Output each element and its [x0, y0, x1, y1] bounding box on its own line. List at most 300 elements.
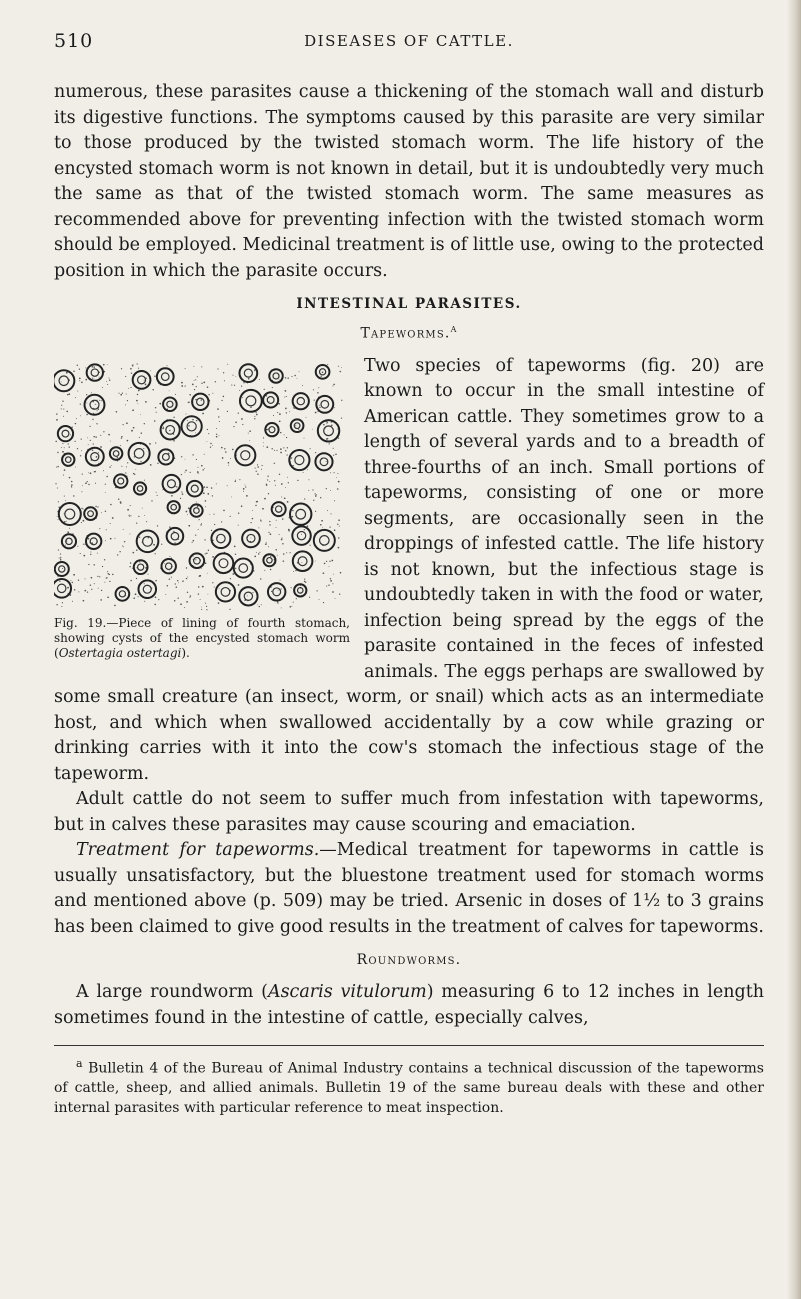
stipple-dot: [173, 416, 174, 417]
stipple-dot: [87, 481, 88, 482]
stipple-dot: [299, 371, 300, 372]
stipple-dot: [90, 551, 91, 552]
stipple-dot: [205, 562, 207, 564]
stipple-dot: [304, 437, 305, 438]
stipple-dot: [56, 466, 57, 467]
stipple-dot: [223, 395, 225, 397]
stipple-dot: [99, 399, 100, 400]
stipple-dot: [315, 560, 316, 561]
stipple-dot: [202, 412, 204, 414]
stipple-dot: [63, 408, 64, 409]
stipple-dot: [61, 605, 62, 606]
stipple-dot: [248, 432, 249, 433]
stipple-dot: [334, 407, 335, 408]
stipple-dot: [277, 412, 278, 413]
cyst-icon: [263, 554, 275, 566]
stipple-dot: [176, 486, 177, 487]
stipple-dot: [205, 506, 206, 507]
stipple-dot: [144, 379, 145, 380]
stipple-dot: [341, 399, 342, 400]
stipple-dot: [257, 466, 259, 468]
stipple-dot: [88, 538, 90, 540]
stipple-dot: [132, 365, 134, 367]
stipple-dot: [147, 573, 148, 574]
stipple-dot: [193, 365, 194, 366]
cyst-icon: [315, 453, 332, 470]
cyst-icon: [161, 559, 175, 573]
stipple-dot: [202, 469, 203, 470]
stipple-dot: [82, 473, 83, 474]
stipple-dot: [279, 420, 281, 422]
stipple-dot: [75, 466, 76, 467]
stipple-dot: [128, 388, 129, 389]
stipple-dot: [224, 448, 225, 449]
stipple-dot: [88, 563, 89, 564]
stipple-dot: [327, 364, 328, 365]
stipple-dot: [101, 589, 102, 590]
stipple-dot: [281, 483, 283, 485]
stipple-dot: [107, 596, 109, 598]
stipple-dot: [189, 394, 191, 396]
stipple-dot: [88, 444, 89, 445]
stipple-dot: [201, 399, 203, 401]
stipple-dot: [197, 472, 198, 473]
stipple-dot: [207, 493, 209, 495]
stipple-dot: [256, 470, 257, 471]
stipple-dot: [256, 413, 258, 415]
stipple-dot: [216, 483, 217, 484]
stipple-dot: [136, 549, 138, 551]
paragraph-treatment: Treatment for tapeworms.—Medical treatment for tapeworms in cattle is usually unsatisfactory, but the bluestone treatment used for stomach worms and mentioned above (p. 509) may be tried. Arsenic in doses of 1½ to 3 grains has been claimed to give good results in the treatment of calves for tapeworms.: [54, 840, 764, 937]
stipple-dot: [129, 566, 130, 567]
stipple-dot: [121, 437, 122, 438]
stipple-dot: [150, 370, 151, 371]
stipple-dot: [73, 574, 75, 576]
stipple-dot: [235, 479, 236, 480]
stipple-dot: [154, 420, 156, 422]
stipple-dot: [143, 448, 144, 449]
treatment-heading: Treatment for tapeworms.: [76, 840, 320, 861]
stipple-dot: [92, 377, 93, 378]
stipple-dot: [175, 394, 176, 395]
cyst-icon: [316, 395, 333, 412]
stipple-dot: [287, 501, 289, 503]
stipple-dot: [156, 491, 157, 492]
cyst-icon: [190, 504, 202, 516]
stipple-dot: [279, 473, 280, 474]
stipple-dot: [77, 448, 78, 449]
stipple-dot: [182, 580, 184, 582]
stipple-dot: [158, 599, 159, 600]
stipple-dot: [337, 488, 339, 490]
cyst-icon: [235, 445, 255, 465]
stipple-dot: [60, 558, 61, 559]
stipple-dot: [116, 411, 118, 413]
stipple-dot: [310, 448, 311, 449]
stipple-dot: [140, 414, 141, 415]
stipple-dot: [136, 399, 138, 401]
stipple-dot: [71, 484, 73, 486]
stipple-dot: [262, 465, 263, 466]
stipple-dot: [330, 580, 332, 582]
cyst-icon: [294, 584, 306, 596]
stipple-dot: [126, 422, 128, 424]
paragraph-tapeworms-intro-start: [54, 354, 764, 788]
stipple-dot: [169, 526, 171, 528]
stipple-dot: [266, 483, 267, 484]
stipple-dot: [208, 433, 209, 434]
stipple-dot: [185, 385, 186, 386]
stipple-dot: [93, 564, 94, 565]
stipple-dot: [145, 401, 147, 403]
stipple-dot: [95, 505, 96, 506]
cyst-icon: [55, 562, 69, 576]
stipple-dot: [291, 457, 293, 459]
stipple-dot: [283, 560, 285, 562]
stipple-dot: [245, 484, 246, 485]
stipple-dot: [186, 413, 187, 414]
stipple-dot: [259, 379, 260, 380]
stipple-dot: [278, 589, 279, 590]
stipple-dot: [198, 529, 199, 530]
stipple-dot: [103, 364, 105, 366]
stipple-dot: [194, 389, 195, 390]
stipple-dot: [186, 578, 187, 579]
stipple-dot: [190, 595, 192, 597]
stipple-dot: [144, 515, 145, 516]
stipple-dot: [90, 439, 91, 440]
stipple-dot: [255, 504, 256, 505]
stipple-dot: [332, 591, 334, 593]
stipple-dot: [64, 469, 66, 471]
stipple-dot: [87, 591, 88, 592]
stipple-dot: [283, 447, 284, 448]
stipple-dot: [201, 608, 202, 609]
stipple-dot: [254, 370, 255, 371]
stipple-dot: [186, 601, 188, 603]
stipple-dot: [99, 376, 100, 377]
cyst-icon: [268, 583, 285, 600]
stipple-dot: [131, 372, 132, 373]
stipple-dot: [62, 568, 63, 569]
cyst-icon: [137, 530, 159, 552]
stipple-dot: [255, 411, 256, 412]
stipple-dot: [285, 450, 286, 451]
cyst-icon: [289, 450, 309, 470]
stipple-dot: [206, 441, 207, 442]
stipple-dot: [241, 505, 243, 507]
stipple-dot: [314, 493, 315, 494]
stipple-dot: [99, 576, 100, 577]
stipple-dot: [65, 544, 66, 545]
stipple-dot: [129, 533, 130, 534]
stipple-dot: [207, 386, 209, 388]
stipple-dot: [242, 424, 243, 425]
stipple-dot: [198, 519, 199, 520]
stipple-dot: [188, 425, 190, 427]
stipple-dot: [130, 368, 132, 370]
stipple-dot: [331, 559, 333, 561]
stipple-dot: [259, 606, 260, 607]
stipple-dot: [124, 541, 125, 542]
stipple-dot: [309, 596, 310, 597]
stipple-dot: [263, 437, 264, 438]
stipple-dot: [315, 510, 316, 511]
stipple-dot: [157, 494, 158, 495]
stipple-dot: [337, 428, 338, 429]
cyst-icon: [181, 416, 201, 436]
stipple-dot: [292, 509, 294, 511]
stipple-dot: [121, 368, 122, 369]
stipple-dot: [132, 567, 133, 568]
stipple-dot: [334, 500, 335, 501]
stipple-dot: [230, 515, 231, 516]
cyst-icon: [62, 453, 74, 465]
stipple-dot: [71, 487, 72, 488]
stipple-dot: [212, 495, 213, 496]
stipple-dot: [144, 423, 145, 424]
stipple-dot: [338, 365, 339, 366]
stipple-dot: [277, 601, 278, 602]
stipple-dot: [83, 508, 84, 509]
stipple-dot: [118, 498, 119, 499]
stipple-dot: [307, 525, 309, 527]
stipple-dot: [257, 473, 259, 475]
stipple-dot: [243, 382, 244, 383]
stipple-dot: [164, 563, 165, 564]
stipple-dot: [57, 516, 58, 517]
stipple-dot: [69, 446, 70, 447]
stipple-dot: [137, 363, 138, 364]
stipple-dot: [86, 394, 87, 395]
stipple-dot: [294, 408, 295, 409]
stipple-dot: [169, 430, 170, 431]
stipple-dot: [106, 380, 107, 381]
stipple-dot: [99, 528, 100, 529]
stipple-dot: [144, 600, 145, 601]
stipple-dot: [57, 451, 58, 452]
stipple-dot: [241, 418, 243, 420]
stipple-dot: [112, 573, 114, 575]
stipple-dot: [188, 401, 189, 402]
stipple-dot: [286, 552, 287, 553]
stipple-dot: [338, 546, 340, 548]
stipple-dot: [239, 479, 240, 480]
stipple-dot: [210, 446, 211, 447]
stipple-dot: [236, 376, 237, 377]
stipple-dot: [198, 593, 199, 594]
paragraph-roundworms: A large roundworm (Ascaris vitulorum) measuring 6 to 12 inches in length sometimes found in the intestine of cattle, especially calves,: [54, 982, 765, 1028]
stipple-dot: [329, 560, 330, 561]
stipple-dot: [157, 525, 158, 526]
stipple-dot: [83, 554, 85, 556]
stipple-dot: [239, 390, 240, 391]
stipple-dot: [326, 438, 328, 440]
cyst-icon: [292, 526, 310, 544]
stipple-dot: [280, 448, 282, 450]
stipple-dot: [285, 377, 286, 378]
stipple-dot: [310, 544, 311, 545]
stipple-dot: [205, 500, 207, 502]
stipple-dot: [176, 586, 178, 588]
stipple-dot: [120, 445, 121, 446]
stipple-dot: [202, 585, 204, 587]
stipple-dot: [62, 451, 64, 453]
footnote-rule: [54, 1045, 764, 1046]
stipple-dot: [70, 580, 71, 581]
stipple-dot: [317, 411, 318, 412]
cyst-icon: [187, 481, 203, 497]
cyst-icon: [54, 370, 74, 391]
stipple-dot: [167, 585, 169, 587]
stipple-dot: [90, 472, 92, 474]
stipple-dot: [91, 577, 93, 579]
stipple-dot: [341, 417, 342, 418]
stipple-dot: [104, 581, 105, 582]
stipple-dot: [228, 462, 230, 464]
stipple-dot: [92, 418, 93, 419]
stipple-dot: [100, 599, 102, 601]
stipple-dot: [232, 573, 234, 575]
stipple-dot: [185, 458, 186, 459]
stipple-dot: [111, 465, 112, 466]
stipple-dot: [259, 551, 260, 552]
stipple-dot: [155, 442, 156, 443]
stipple-dot: [55, 440, 57, 442]
cyst-icon: [114, 474, 127, 487]
stipple-dot: [97, 575, 98, 576]
stipple-dot: [127, 509, 129, 511]
stipple-dot: [268, 493, 269, 494]
stipple-dot: [213, 513, 214, 514]
stipple-dot: [329, 526, 330, 527]
stipple-dot: [276, 527, 277, 528]
stipple-dot: [60, 553, 61, 554]
stipple-dot: [56, 604, 57, 605]
stipple-dot: [277, 554, 278, 555]
stipple-dot: [206, 609, 207, 610]
stipple-dot: [72, 600, 73, 601]
stipple-dot: [58, 466, 59, 467]
stipple-dot: [339, 370, 341, 372]
stipple-dot: [288, 482, 289, 483]
stipple-dot: [187, 576, 188, 577]
stipple-dot: [284, 497, 286, 499]
stipple-dot: [281, 607, 282, 608]
stipple-dot: [140, 460, 141, 461]
stipple-dot: [274, 480, 275, 481]
stipple-dot: [59, 580, 60, 581]
stipple-dot: [193, 540, 195, 542]
cyst-icon: [161, 420, 180, 439]
stipple-dot: [231, 496, 232, 497]
stipple-dot: [57, 487, 58, 488]
stipple-dot: [133, 364, 134, 365]
stipple-dot: [65, 499, 66, 500]
stipple-dot: [121, 465, 122, 466]
stipple-dot: [185, 368, 186, 369]
cyst-icon: [163, 397, 177, 411]
stipple-dot: [302, 385, 303, 386]
stipple-dot: [96, 456, 98, 458]
stipple-dot: [252, 592, 253, 593]
stipple-dot: [269, 481, 270, 482]
stipple-dot: [55, 483, 56, 484]
stipple-dot: [238, 584, 240, 586]
stipple-dot: [262, 507, 264, 509]
cyst-icon: [240, 390, 262, 412]
stipple-dot: [337, 523, 338, 524]
stipple-dot: [90, 584, 91, 585]
stipple-dot: [200, 599, 201, 600]
stipple-dot: [95, 403, 96, 404]
stipple-dot: [232, 374, 233, 375]
stipple-dot: [265, 543, 267, 545]
stipple-dot: [249, 440, 250, 441]
stipple-dot: [195, 534, 196, 535]
stipple-dot: [127, 462, 128, 463]
page-edge-shadow: [787, 0, 801, 1299]
stipple-dot: [284, 434, 285, 435]
stipple-dot: [304, 498, 305, 499]
stipple-dot: [154, 375, 155, 376]
stipple-dot: [203, 381, 205, 383]
stipple-dot: [112, 517, 114, 519]
stipple-dot: [133, 427, 135, 429]
stipple-dot: [79, 380, 80, 381]
stipple-dot: [201, 382, 202, 383]
stipple-dot: [146, 521, 147, 522]
cyst-icon: [62, 534, 76, 548]
stipple-dot: [308, 490, 309, 491]
stipple-dot: [279, 413, 281, 415]
stipple-dot: [64, 495, 65, 496]
stipple-dot: [85, 482, 87, 484]
stipple-dot: [321, 520, 323, 522]
stipple-dot: [207, 572, 208, 573]
subheading-tapeworms: Tapeworms.$^a$: [360, 322, 458, 342]
stipple-dot: [187, 514, 188, 515]
stipple-dot: [315, 452, 316, 453]
stipple-dot: [277, 602, 278, 603]
stipple-dot: [219, 421, 220, 422]
stipple-dot: [248, 378, 250, 380]
stipple-dot: [137, 403, 138, 404]
stipple-dot: [247, 595, 248, 596]
stipple-dot: [224, 380, 225, 381]
stipple-dot: [187, 591, 188, 592]
stipple-dot: [188, 525, 190, 527]
stipple-dot: [214, 524, 215, 525]
stipple-dot: [69, 527, 70, 528]
stipple-dot: [180, 497, 181, 498]
stipple-dot: [62, 443, 63, 444]
stipple-dot: [326, 560, 327, 561]
stipple-dot: [67, 531, 69, 533]
stipple-dot: [139, 436, 140, 437]
stipple-dot: [332, 385, 333, 386]
stipple-dot: [278, 403, 280, 405]
cyst-icon: [116, 587, 130, 601]
stipple-dot: [62, 602, 63, 603]
stipple-dot: [338, 519, 340, 521]
stipple-dot: [171, 495, 173, 497]
stipple-dot: [206, 605, 207, 606]
stipple-dot: [108, 573, 110, 575]
cyst-icon: [190, 553, 205, 568]
cyst-icon: [86, 447, 104, 465]
stipple-dot: [275, 549, 277, 551]
